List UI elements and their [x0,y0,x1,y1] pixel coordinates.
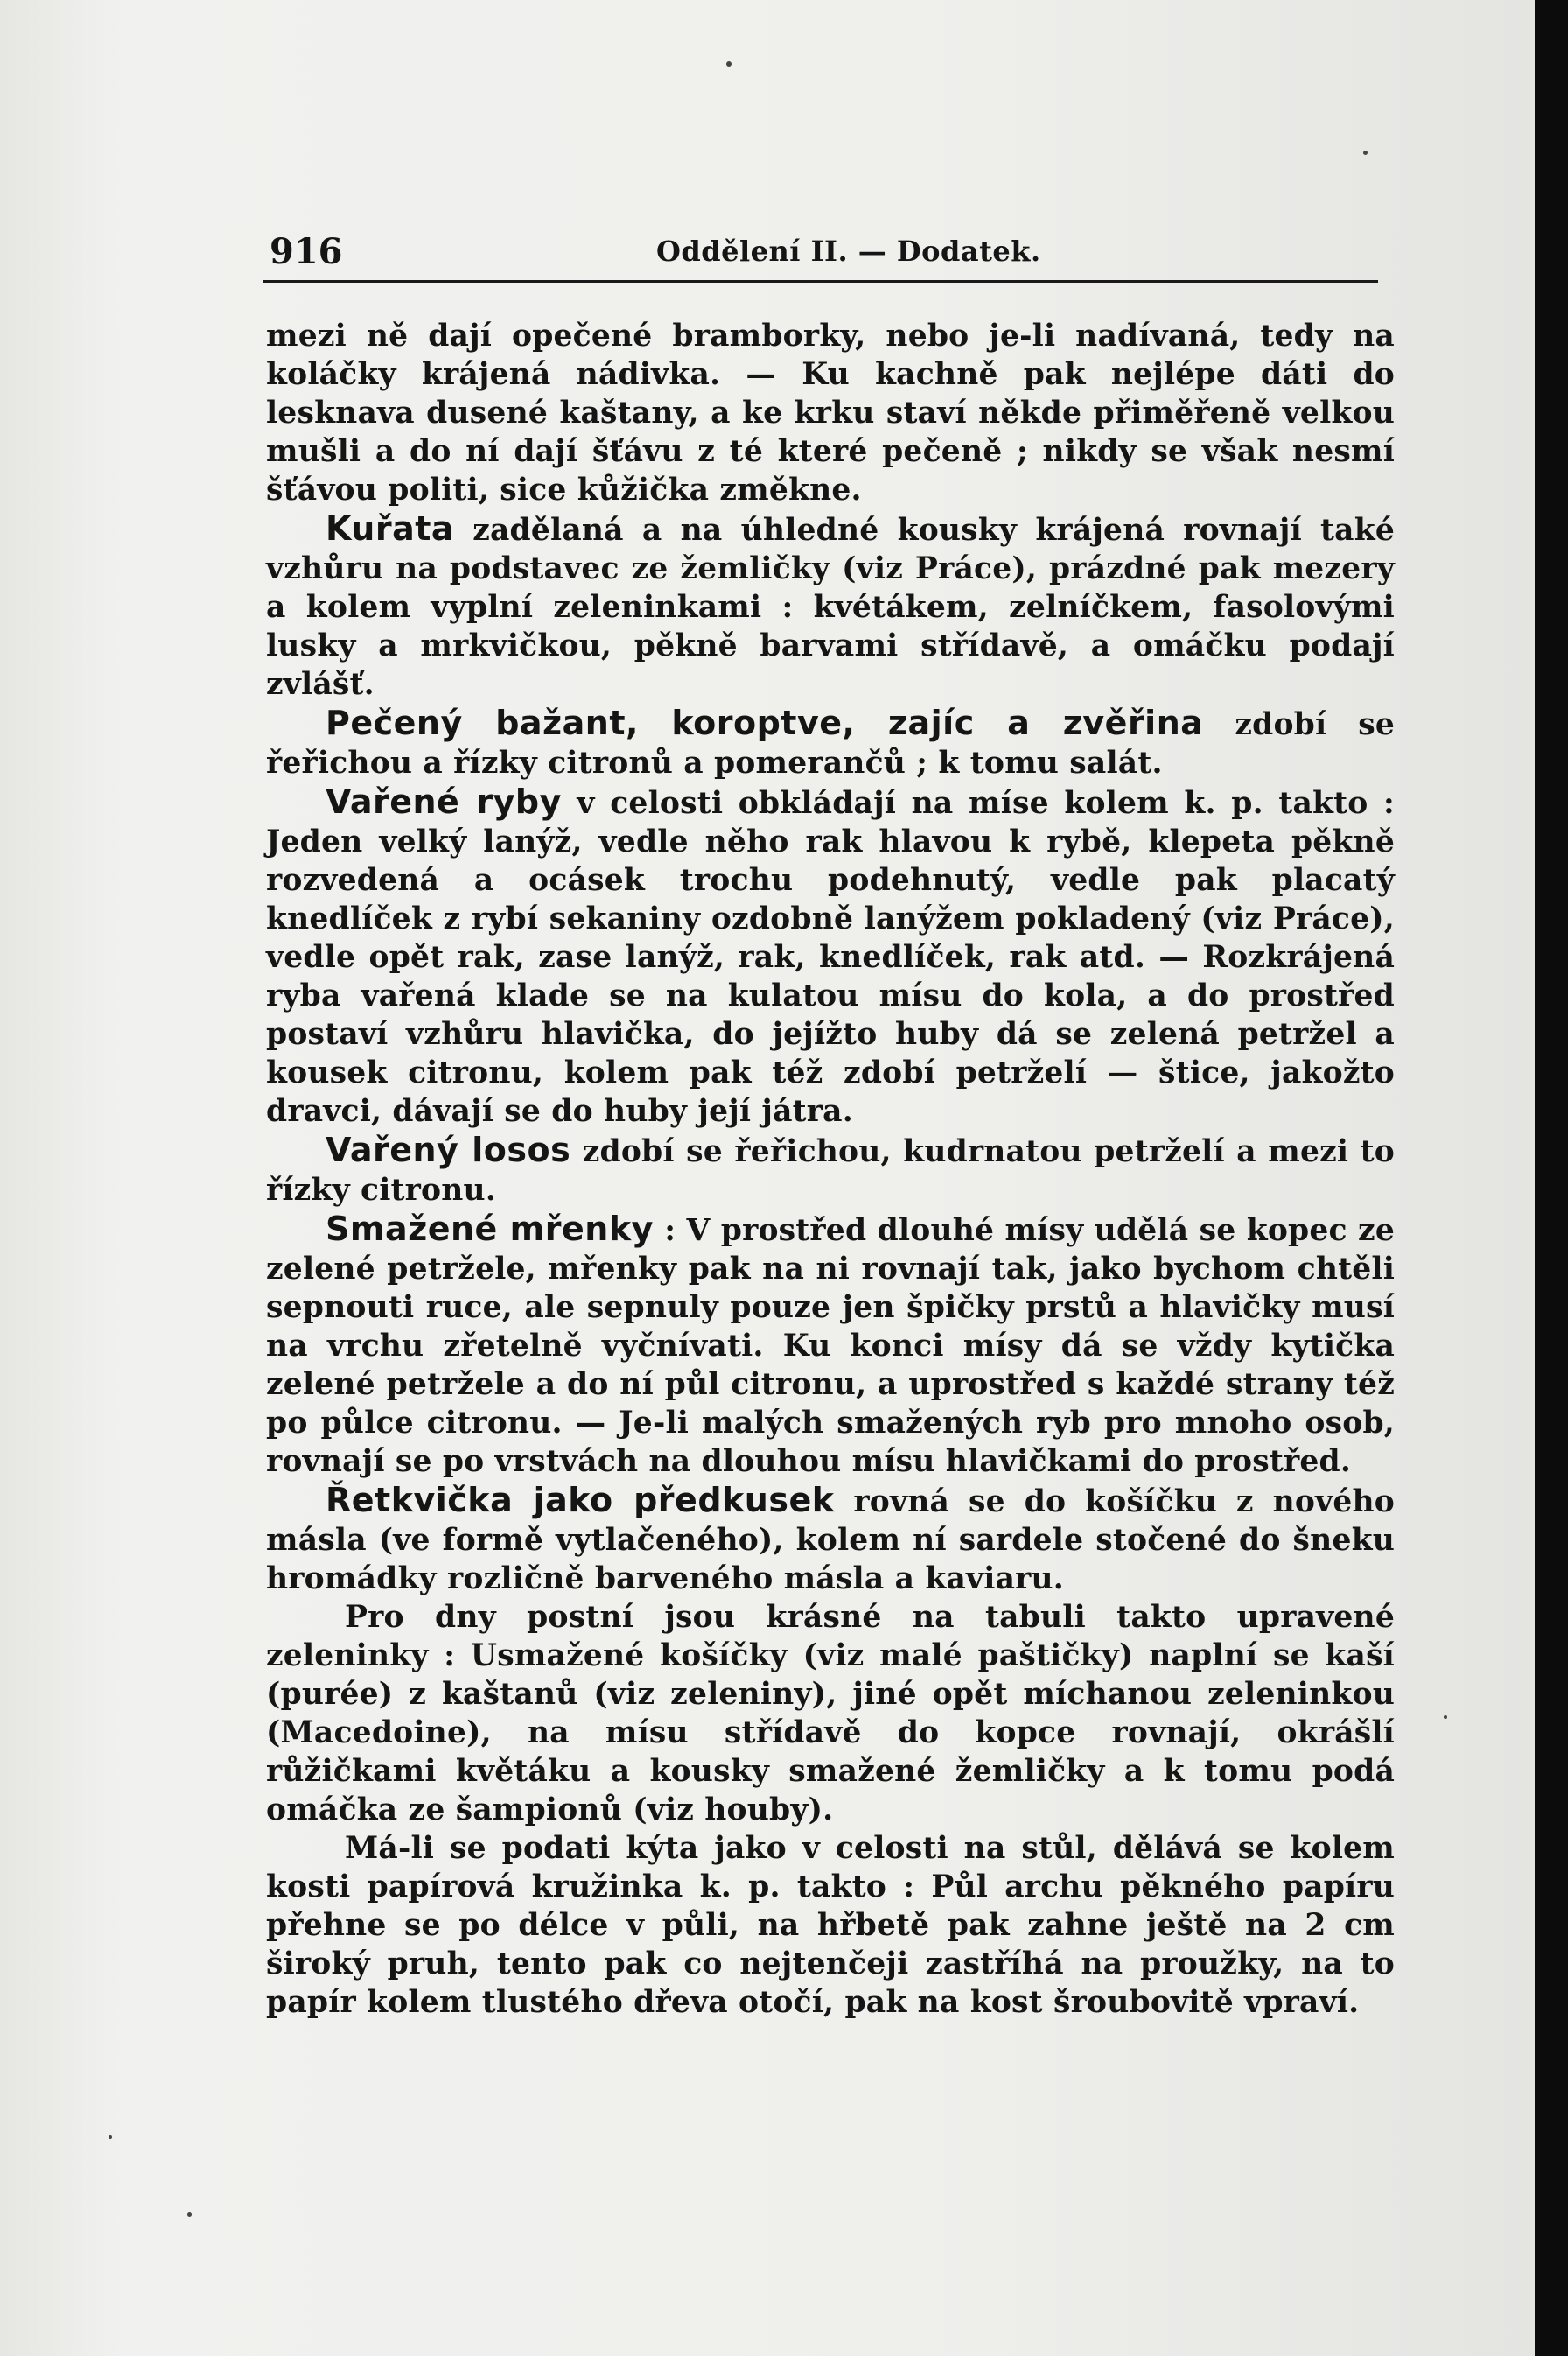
paragraph [266,1481,1395,1598]
paragraph-text: : V prostřed dlouhé mísy udělá se kopec ze zelené petržele, mřenky pak na ni rovnají tak, jako bychom chtěli sepnouti ruce, ale sepnuly pouze jen špičky prstů a hlavičky musí na vrchu zřetelně vyčnívati. Ku konci mísy dá se vždy kytička zelené petržele a do ní půl citronu, a uprostřed s každé strany též po půlce citronu. — Je-li malých smažených ryb pro mnoho osob, rovnají se po vrstvách na dlouhou mísu hlavičkami do prostřed. [266,1213,1395,1479]
paragraph [266,509,1395,704]
page-number: 916 [270,231,343,272]
paragraph-heading: Řetkvička jako předkusek [326,1481,835,1519]
paragraph-heading: Smažené mřenky [326,1210,654,1248]
paragraph-heading: Vařený losos [326,1131,571,1169]
scan-speck [108,2135,112,2139]
paragraph [266,1131,1395,1210]
header-rule [262,280,1378,283]
paragraph [266,1598,1395,1829]
paragraph-text: rovná se do košíčku z nového másla (ve formě vytlačeného), kolem ní sardele stočené do šneku hromádky rozličně barveného másla a kaviaru. [266,1484,1396,1596]
paragraph [266,1829,1395,2022]
scan-speck [187,2212,192,2217]
paragraph-text: Pro dny postní jsou krásné na tabuli takto upravené zeleninky : Usmažené košíčky (viz malé paštičky) naplní se kaší (purée) z kaštanů (viz zeleniny), jiné opět míchanou zeleninkou (Macedoine), na mísu střídavě do kopce rovnají, okrášlí růžičkami květáku a kousky smažené žemličky a k tomu podá omáčka ze šampionů (viz houby). [266,1600,1395,1827]
paragraph [266,317,1395,509]
scan-speck [1363,151,1368,155]
paragraph-text: Má-li se podati kýta jako v celosti na stůl, dělává se kolem kosti papírová kružinka k. p. takto : Půl archu pěkného papíru přehne se po délce v půli, na hřbetě pak zahne ještě na 2 cm široký pruh, tento pak co nejtenčeji zastříhá na proužky, na to papír kolem tlustého dřeva otočí, pak na kost šroubovitě vpraví. [266,1831,1395,2020]
paragraph-text: zdobí se řeřichou, kudrnatou petrželí a mezi to řízky citronu. [266,1134,1395,1208]
paragraph-heading: Pečený bažant, koroptve, zajíc a zvěřina [326,704,1204,742]
paragraph [266,782,1395,1131]
paragraph-text: zdobí se řeřichou a řízky citronů a pomerančů ; k tomu salát. [266,707,1395,781]
page-header [262,231,1391,275]
paragraph [266,1210,1395,1481]
scan-border [1535,0,1568,2356]
paragraph-text: v celosti obkládají na míse kolem k. p. takto : Jeden velký lanýž, vedle něho rak hlavou k rybě, klepeta pěkně rozvedená a ocásek trochu podehnutý, vedle pak placatý knedlíček z rybí sekaniny ozdobně lanýžem pokladený (viz Práce), vedle opět rak, zase lanýž, rak, knedlíček, rak atd. — Rozkrájená ryba vařená klade se na kulatou mísu do kola, a do prostřed postaví vzhůru hlavička, do jejížto huby dá se zelená petržel a kousek citronu, kolem pak též zdobí petrželí — štice, jakožto dravci, dávají se do huby její játra. [266,786,1395,1129]
paragraph [266,704,1395,782]
scan-speck [726,61,732,67]
paragraph-text: mezi ně dají opečené bramborky, nebo je-li nadívaná, tedy na koláčky krájená nádivka. — Ku kachně pak nejlépe dáti do lesknava dusené kaštany, a ke krku staví někde přiměřeně velkou mušli a do ní dají šťávu z té které pečeně ; nikdy se však nesmí šťávou politi, sice kůžička změkne. [266,319,1395,508]
running-head: Oddělení II. — Dodatek. [656,235,1041,268]
paragraph-text: zadělaná a na úhledné kousky krájená rovnají také vzhůru na podstavec ze žemličky (viz Práce), prázdné pak mezery a kolem vyplní zeleninkami : kvétákem, zelníčkem, fasolovými lusky a mrkvičkou, pěkně barvami střídavě, a omáčku podají zvlášť. [266,513,1395,702]
paragraph-heading: Kuřata [326,509,455,548]
body-text [266,317,1395,2022]
scan-speck [1444,1715,1447,1719]
paragraph-heading: Vařené ryby [326,782,562,821]
